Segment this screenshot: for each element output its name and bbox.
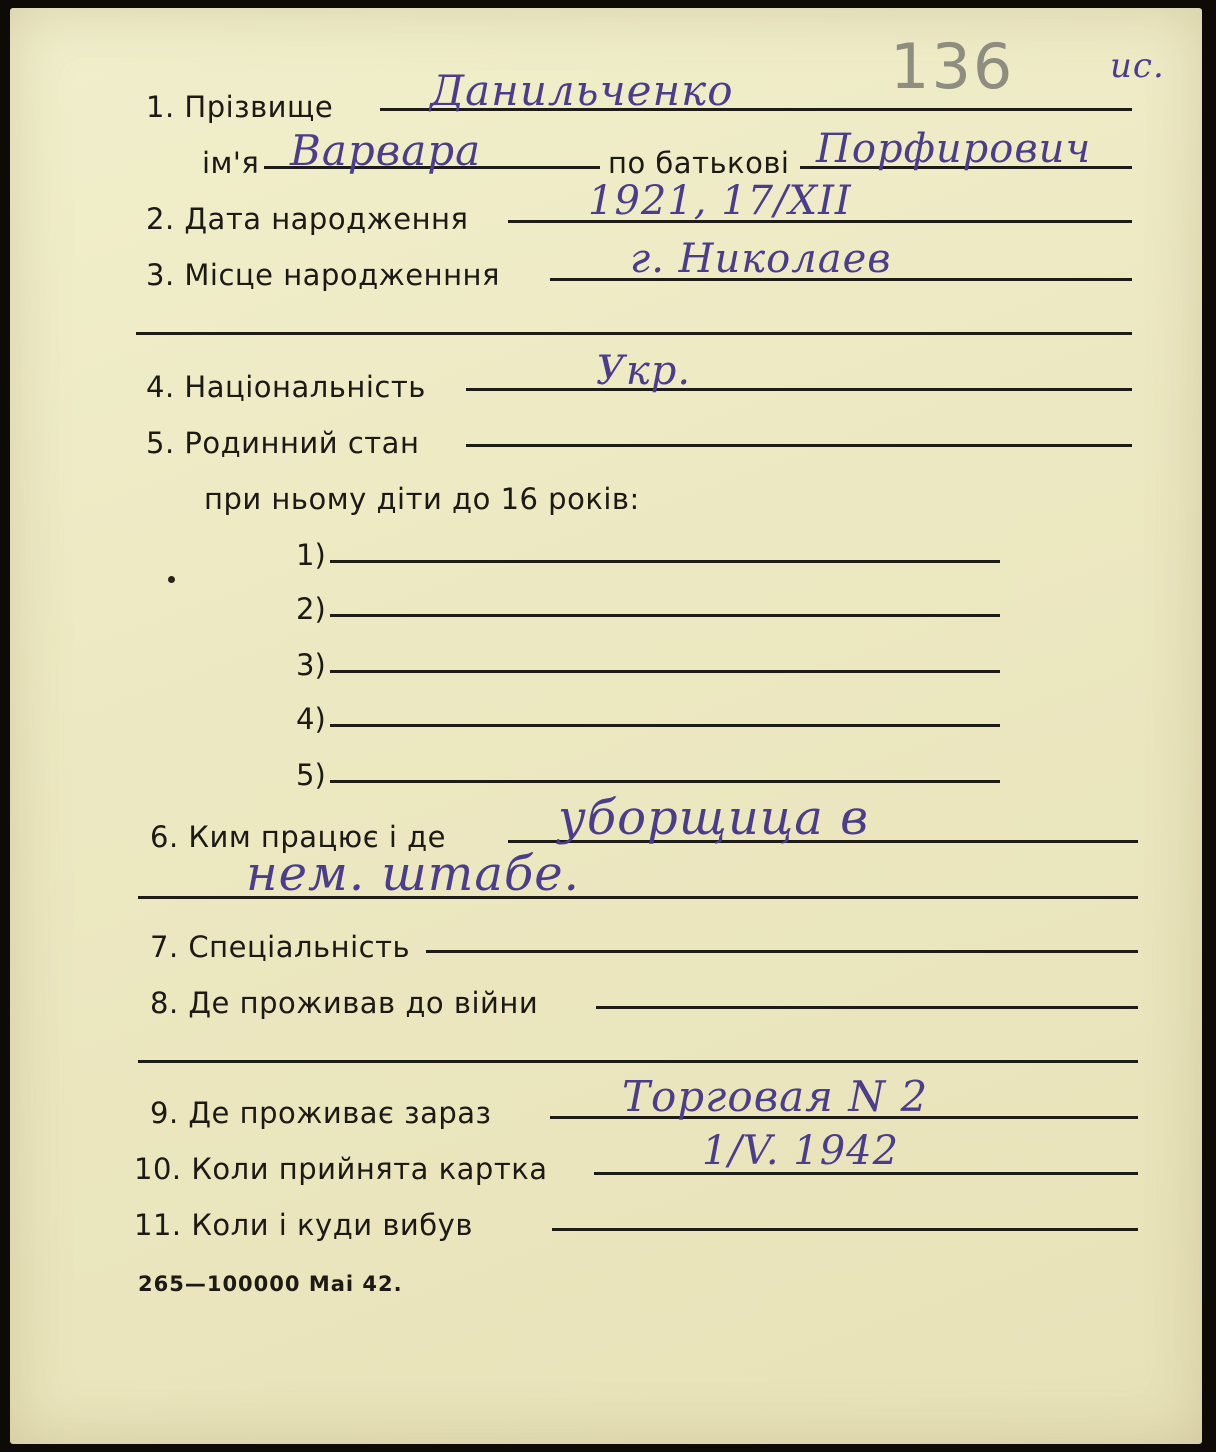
- field-3-value: г. Николаев: [630, 236, 892, 282]
- patronymic-value: Порфирович: [816, 126, 1092, 172]
- field-8-label: 8. Де проживав до війни: [150, 986, 539, 1020]
- field-4-label: 4. Національність: [146, 370, 426, 404]
- print-code: 265—100000 Mai 42.: [138, 1272, 403, 1296]
- ink-speck: [168, 576, 175, 583]
- child-2-label: 2): [296, 592, 326, 626]
- field-6-value-line2: нем. штабе.: [246, 846, 580, 902]
- field-8-continuation-line: [138, 1060, 1138, 1063]
- field-5-label: 5. Родинний стан: [146, 426, 420, 460]
- field-4-line: [466, 388, 1132, 391]
- field-3-continuation-line: [136, 332, 1132, 335]
- field-6-label: 6. Ким працює і де: [150, 820, 447, 854]
- child-3-label: 3): [296, 648, 326, 682]
- field-4-value: Укр.: [596, 348, 692, 394]
- field-9-value: Торговая N 2: [622, 1072, 929, 1121]
- children-label: при ньому діти до 16 років:: [204, 482, 640, 516]
- field-2-label: 2. Дата народження: [146, 202, 469, 236]
- child-3-line: [330, 670, 1000, 673]
- corner-initials: ис.: [1110, 46, 1165, 86]
- name-value: Варвара: [290, 126, 482, 175]
- child-1-line: [330, 560, 1000, 563]
- field-1-label: 1. Прізвище: [146, 90, 334, 124]
- child-5-label: 5): [296, 758, 326, 792]
- field-7-label: 7. Спеціальність: [150, 930, 411, 964]
- child-1-label: 1): [296, 538, 326, 572]
- field-3-label: 3. Місце народженння: [146, 258, 500, 292]
- field-9-label: 9. Де проживає зараз: [150, 1096, 492, 1130]
- child-4-label: 4): [296, 702, 326, 736]
- name-label: ім'я: [202, 146, 260, 180]
- field-1-value: Данильченко: [430, 66, 734, 115]
- patronymic-label: по батькові: [608, 146, 790, 180]
- child-4-line: [330, 724, 1000, 727]
- field-11-label: 11. Коли і куди вибув: [134, 1208, 473, 1242]
- field-6-value-line1: уборщица в: [558, 790, 870, 846]
- child-5-line: [330, 780, 1000, 783]
- field-5-line: [466, 444, 1132, 447]
- field-10-label: 10. Коли прийнята картка: [134, 1152, 548, 1186]
- registration-card: [10, 8, 1202, 1444]
- field-11-line: [552, 1228, 1138, 1231]
- field-10-value: 1/V. 1942: [702, 1128, 900, 1174]
- field-2-value: 1921, 17/XII: [588, 178, 852, 224]
- field-7-line: [426, 950, 1138, 953]
- child-2-line: [330, 614, 1000, 617]
- pencil-number: 136: [890, 30, 1015, 103]
- field-8-line: [596, 1006, 1138, 1009]
